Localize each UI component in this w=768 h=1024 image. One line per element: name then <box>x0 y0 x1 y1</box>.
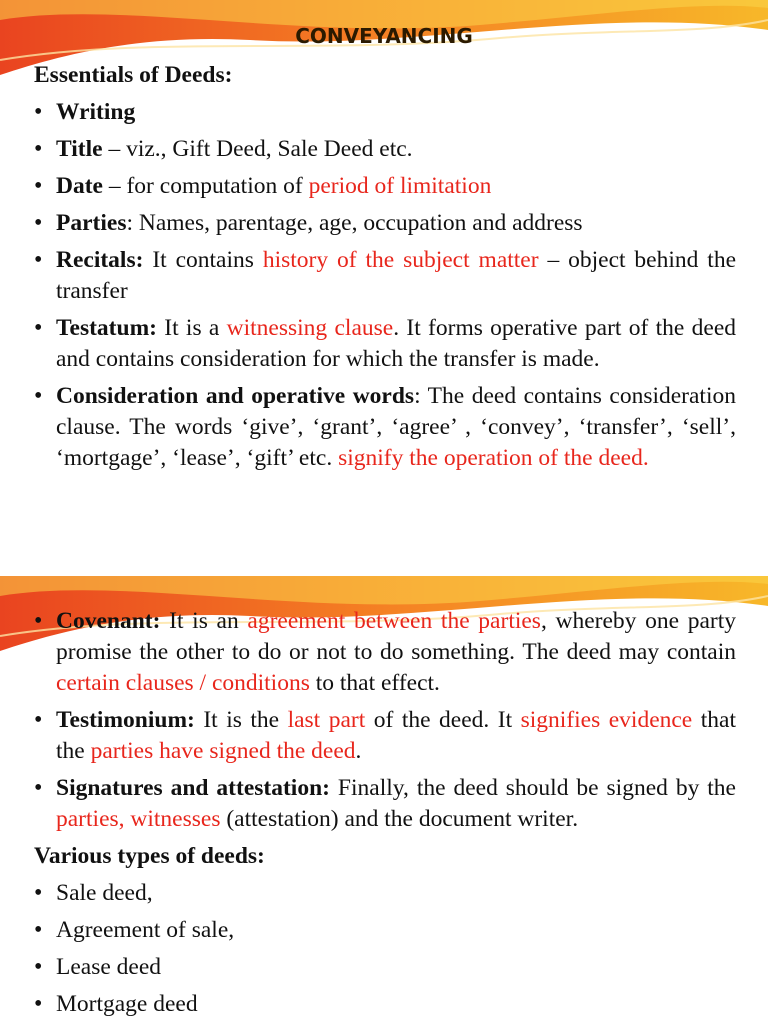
item-text: (attestation) and the document writer. <box>220 806 579 832</box>
section-heading-essentials: Essentials of Deeds: <box>34 62 233 88</box>
slide-1-content <box>34 60 736 480</box>
list-item: • Sale deed, <box>34 878 736 909</box>
item-term: Parties <box>56 210 127 236</box>
item-text: . <box>355 738 362 764</box>
highlight-text: last part <box>287 707 366 733</box>
essentials-list-continued <box>34 606 736 835</box>
highlight-text: certain clauses / conditions <box>56 670 310 696</box>
list-item <box>34 606 736 699</box>
list-item: • Mortgage deed <box>34 989 736 1020</box>
item-term: Testatum: <box>56 315 157 341</box>
list-item: • Agreement of sale, <box>34 915 736 946</box>
highlight-text: witnessing clause <box>226 315 394 341</box>
item-text: to that effect. <box>309 670 440 696</box>
list-item <box>34 313 736 375</box>
essentials-list <box>34 97 736 474</box>
item-term: Testimonium: <box>56 707 195 733</box>
item-text: : Names, parentage, age, occupation and address <box>126 210 583 236</box>
list-item <box>34 381 736 474</box>
item-text: , whereby one party promise the other to do or not to do something. The deed may contain <box>56 608 736 665</box>
deed-types-list <box>34 878 736 1020</box>
list-item <box>34 245 736 307</box>
highlight-text: parties, witnesses <box>56 806 221 832</box>
item-term: Writing <box>56 99 136 125</box>
item-text: – viz., Gift Deed, Sale Deed etc. <box>102 136 413 162</box>
item-text: It is an <box>160 608 248 634</box>
item-term: Consideration and operative words <box>56 383 415 409</box>
item-text: It is the <box>194 707 288 733</box>
item-term: Recitals: <box>56 247 144 273</box>
highlight-text: period of limitation <box>308 173 492 199</box>
highlight-text: agreement between the parties <box>247 608 541 634</box>
list-item <box>34 773 736 835</box>
highlight-text: parties have signed the deed <box>90 738 356 764</box>
item-text: : The deed contains consideration clause. The words ‘give’, ‘grant’, ‘agree’ , ‘convey’, ‘transfer’, ‘sell’, ‘mortgage’, ‘lease’, ‘gift’ etc. <box>56 383 736 471</box>
item-term: Date <box>56 173 103 199</box>
list-item <box>34 208 736 239</box>
item-text: that the <box>56 707 736 764</box>
list-item <box>34 171 736 202</box>
item-term: Covenant: <box>56 608 161 634</box>
section-heading-deed-types: Various types of deeds: <box>34 843 265 869</box>
highlight-text: signify the operation of the deed. <box>338 445 649 471</box>
item-text: Finally, the deed should be signed by the <box>329 775 736 801</box>
slide-title: CONVEYANCING <box>295 24 473 48</box>
item-text: – object behind the transfer <box>56 247 736 304</box>
item-term: Title <box>56 136 103 162</box>
item-text: . It forms operative part of the deed and contains consideration for which the transfer is made. <box>56 315 737 372</box>
highlight-text: signifies evidence <box>520 707 693 733</box>
item-text: – for computation of <box>102 173 309 199</box>
item-text: It contains <box>143 247 263 273</box>
slide-2 <box>0 576 768 1024</box>
slide-2-content <box>34 606 736 1024</box>
highlight-text: history of the subject matter <box>262 247 539 273</box>
item-text: It is a <box>156 315 227 341</box>
item-term: Signatures and attestation: <box>56 775 330 801</box>
list-item <box>34 97 736 128</box>
item-text: of the deed. It <box>365 707 521 733</box>
list-item: • Lease deed <box>34 952 736 983</box>
list-item <box>34 705 736 767</box>
list-item <box>34 134 736 165</box>
